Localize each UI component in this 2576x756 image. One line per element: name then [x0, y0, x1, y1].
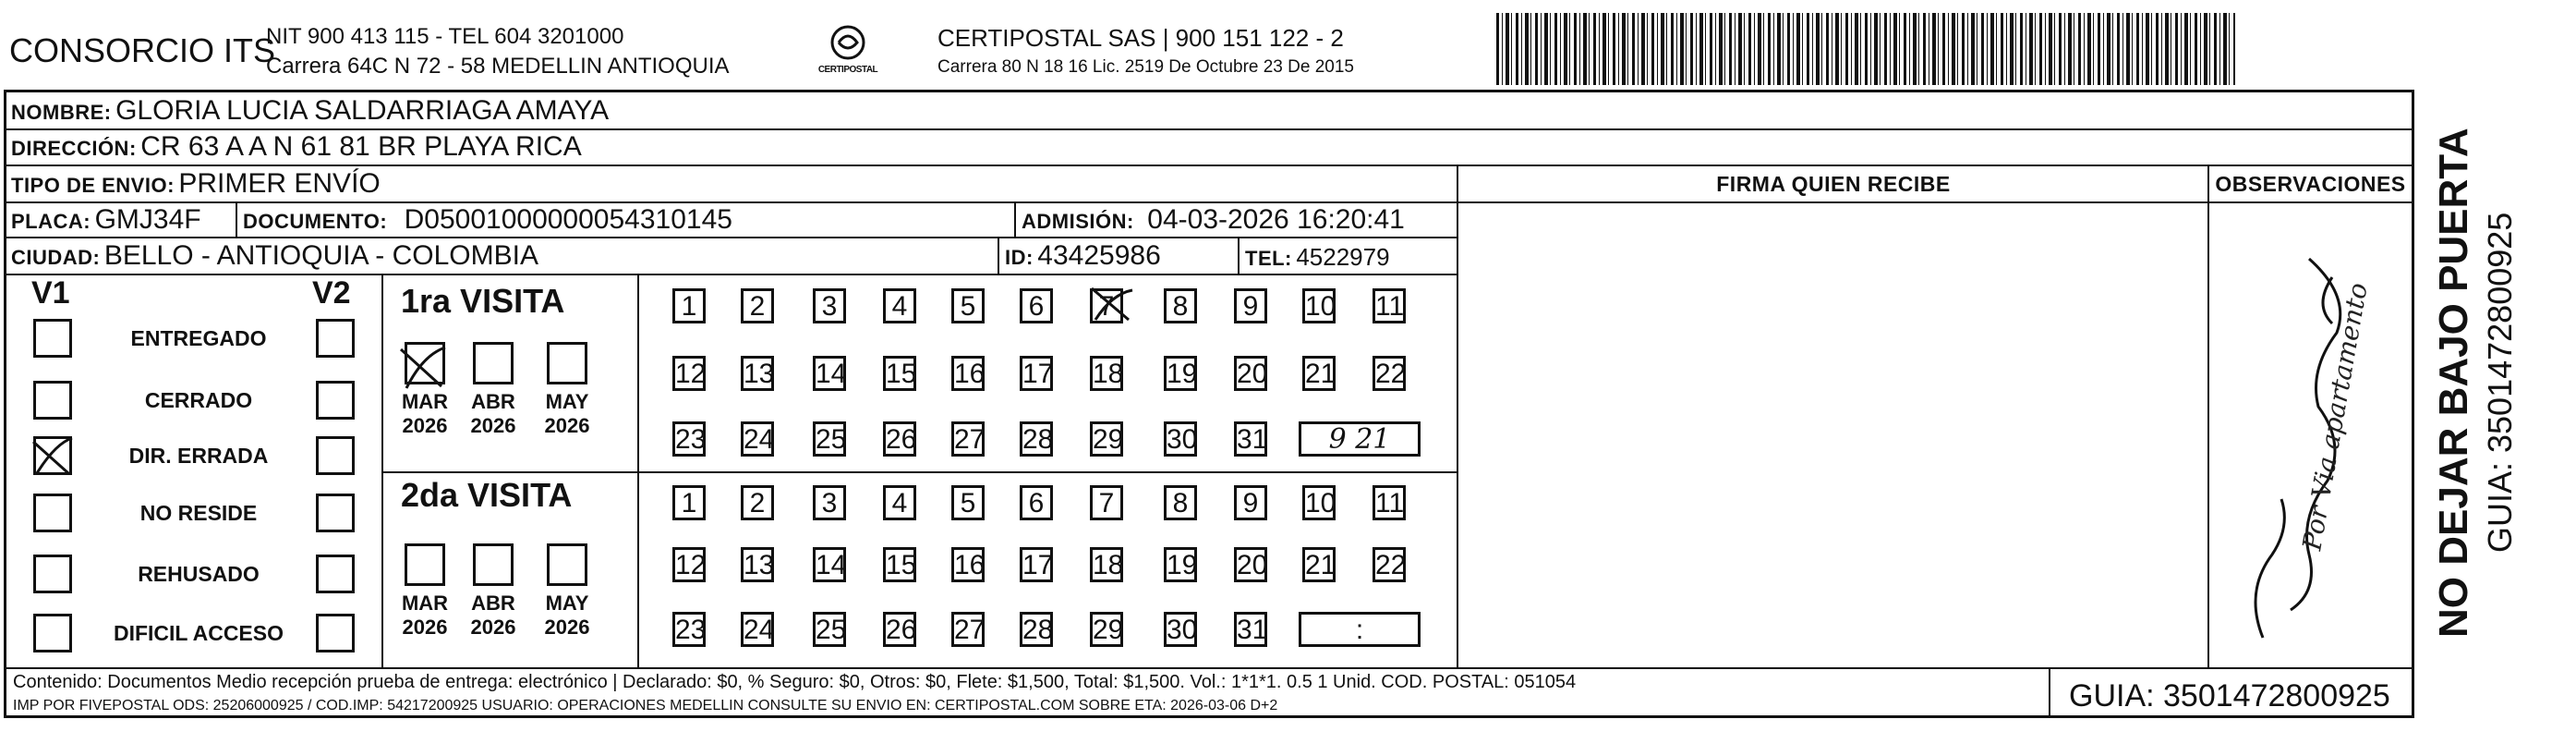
- day-box[interactable]: 12: [672, 547, 706, 582]
- side-guia: GUIA: 3501472800925: [2481, 212, 2519, 553]
- direccion-label: DIRECCIÓN:: [11, 137, 137, 160]
- day-box[interactable]: 31: [1234, 612, 1267, 647]
- day-box[interactable]: 25: [813, 612, 846, 647]
- placa-value: GMJ34F: [94, 204, 201, 235]
- day-box[interactable]: 27: [951, 612, 985, 647]
- day-box[interactable]: 19: [1164, 547, 1197, 582]
- tipo-envio-label: TIPO DE ENVIO:: [11, 174, 175, 197]
- day-box[interactable]: 24: [741, 612, 774, 647]
- logo-text: CERTIPOSTAL: [817, 65, 878, 75]
- day-box[interactable]: 17: [1020, 547, 1053, 582]
- nombre-label: NOMBRE:: [11, 101, 112, 124]
- day-box[interactable]: 7: [1090, 288, 1123, 323]
- admision-value: 04-03-2026 16:20:41: [1147, 204, 1405, 235]
- day-box[interactable]: 6: [1020, 288, 1053, 323]
- placa-label: PLACA:: [11, 210, 91, 233]
- day-box[interactable]: 13: [741, 356, 774, 391]
- option-label: DIFICIL ACCESO: [113, 621, 284, 645]
- day-box[interactable]: 13: [741, 547, 774, 582]
- day-box[interactable]: 30: [1164, 421, 1197, 457]
- observaciones-header: OBSERVACIONES: [2215, 172, 2406, 196]
- footer-imp: IMP POR FIVEPOSTAL ODS: 25206000925 / COD.IMP: 54217200925 USUARIO: OPERACIONES MEDELLIN CONSULTE SU ENVIO EN: CERTIPOSTAL.COM SOBRE ETA: 2026-03-06 D+2: [13, 698, 1278, 713]
- day-box[interactable]: 22: [1373, 356, 1406, 391]
- day-box[interactable]: 1: [672, 485, 706, 520]
- month-name: ABR: [471, 591, 515, 615]
- day-box[interactable]: 31: [1234, 421, 1267, 457]
- time-box[interactable]: 9 21: [1299, 421, 1421, 457]
- nombre-value: GLORIA LUCIA SALDARRIAGA AMAYA: [115, 95, 610, 126]
- month-year: 2026: [402, 616, 448, 639]
- day-box[interactable]: 28: [1020, 421, 1053, 457]
- option-label: DIR. ERRADA: [128, 444, 269, 468]
- day-box[interactable]: 30: [1164, 612, 1197, 647]
- day-box[interactable]: 4: [883, 288, 916, 323]
- day-box[interactable]: 28: [1020, 612, 1053, 647]
- tel-value: 4522979: [1296, 243, 1390, 271]
- option-label: CERRADO: [144, 388, 253, 412]
- day-box[interactable]: 3: [813, 288, 846, 323]
- v1-label: V1: [31, 275, 70, 311]
- day-box[interactable]: 18: [1090, 547, 1123, 582]
- day-box[interactable]: 29: [1090, 421, 1123, 457]
- month-year: 2026: [544, 616, 590, 639]
- day-box[interactable]: 23: [672, 612, 706, 647]
- license-line: Carrera 80 N 18 16 Lic. 2519 De Octubre 23 De 2015: [937, 57, 1354, 77]
- direccion-value: CR 63 A A N 61 81 BR PLAYA RICA: [140, 131, 582, 162]
- id-value: 43425986: [1037, 240, 1161, 271]
- day-box[interactable]: 8: [1164, 288, 1197, 323]
- certipostal-line: CERTIPOSTAL SAS | 900 151 122 - 2: [937, 24, 1344, 52]
- company-name: CONSORCIO ITS: [9, 31, 276, 69]
- day-box[interactable]: 15: [883, 356, 916, 391]
- day-box[interactable]: 10: [1302, 485, 1336, 520]
- day-box[interactable]: 9: [1234, 485, 1267, 520]
- first-visit-title: 1ra VISITA: [401, 282, 565, 320]
- day-box[interactable]: 18: [1090, 356, 1123, 391]
- day-box[interactable]: 24: [741, 421, 774, 457]
- day-box[interactable]: 20: [1234, 356, 1267, 391]
- documento-label: DOCUMENTO:: [243, 210, 388, 233]
- day-box[interactable]: 27: [951, 421, 985, 457]
- day-box[interactable]: 20: [1234, 547, 1267, 582]
- footer-guia: GUIA: 3501472800925: [2069, 678, 2390, 713]
- month-year: 2026: [544, 414, 590, 437]
- time-box[interactable]: :: [1299, 612, 1421, 647]
- observation-note: Por Via apartamento: [2296, 280, 2374, 553]
- option-label: REHUSADO: [138, 562, 260, 586]
- nit-line: NIT 900 413 115 - TEL 604 3201000: [266, 24, 624, 49]
- day-box[interactable]: 11: [1373, 485, 1406, 520]
- day-box[interactable]: 19: [1164, 356, 1197, 391]
- documento-value: D05001000000054310145: [404, 204, 732, 235]
- ciudad-value: BELLO - ANTIOQUIA - COLOMBIA: [103, 240, 538, 271]
- day-box[interactable]: 4: [883, 485, 916, 520]
- day-box[interactable]: 7: [1090, 485, 1123, 520]
- day-box[interactable]: 1: [672, 288, 706, 323]
- firma-header: FIRMA QUIEN RECIBE: [1716, 172, 1951, 196]
- ciudad-label: CIUDAD:: [11, 246, 101, 269]
- month-name: ABR: [471, 390, 515, 413]
- day-box[interactable]: 11: [1373, 288, 1406, 323]
- id-label: ID:: [1005, 246, 1034, 269]
- day-box[interactable]: 14: [813, 356, 846, 391]
- day-box[interactable]: 21: [1302, 547, 1336, 582]
- side-notice: NO DEJAR BAJO PUERTA: [2431, 128, 2476, 638]
- footer-contenido: Contenido: Documentos Medio recepción prueba de entrega: electrónico | Declarado: $0, % Seguro: $0, Otros: $0, Flete: $1,500, Total: $1,500. Vol.: 1*1*1. 0.5 1 Unid. COD. POSTAL: 051054: [13, 672, 1577, 692]
- day-box[interactable]: 12: [672, 356, 706, 391]
- tel-label: TEL:: [1245, 247, 1292, 270]
- address-line: Carrera 64C N 72 - 58 MEDELLIN ANTIOQUIA: [266, 54, 730, 79]
- day-box[interactable]: 23: [672, 421, 706, 457]
- admision-label: ADMISIÓN:: [1022, 210, 1134, 233]
- day-box[interactable]: 2: [741, 485, 774, 520]
- day-box[interactable]: 5: [951, 288, 985, 323]
- day-box[interactable]: 2: [741, 288, 774, 323]
- day-box[interactable]: 10: [1302, 288, 1336, 323]
- option-label: ENTREGADO: [130, 326, 267, 350]
- second-visit-title: 2da VISITA: [401, 476, 573, 514]
- month-name: MAR: [401, 390, 449, 413]
- month-name: MAY: [545, 390, 589, 413]
- day-box[interactable]: 22: [1373, 547, 1406, 582]
- month-name: MAR: [401, 591, 449, 615]
- day-box[interactable]: 3: [813, 485, 846, 520]
- day-box[interactable]: 17: [1020, 356, 1053, 391]
- day-box[interactable]: 26: [883, 612, 916, 647]
- tipo-envio-value: PRIMER ENVÍO: [178, 168, 381, 199]
- day-box[interactable]: 6: [1020, 485, 1053, 520]
- month-year: 2026: [470, 616, 516, 639]
- day-box[interactable]: 9: [1234, 288, 1267, 323]
- day-box[interactable]: 16: [951, 547, 985, 582]
- month-name: MAY: [545, 591, 589, 615]
- day-box[interactable]: 26: [883, 421, 916, 457]
- day-box[interactable]: 25: [813, 421, 846, 457]
- v2-label: V2: [312, 275, 351, 311]
- option-label: NO RESIDE: [139, 501, 258, 525]
- day-box[interactable]: 29: [1090, 612, 1123, 647]
- day-box[interactable]: 16: [951, 356, 985, 391]
- month-year: 2026: [402, 414, 448, 437]
- day-box[interactable]: 15: [883, 547, 916, 582]
- day-box[interactable]: 5: [951, 485, 985, 520]
- day-box[interactable]: 21: [1302, 356, 1336, 391]
- month-year: 2026: [470, 414, 516, 437]
- day-box[interactable]: 8: [1164, 485, 1197, 520]
- day-box[interactable]: 14: [813, 547, 846, 582]
